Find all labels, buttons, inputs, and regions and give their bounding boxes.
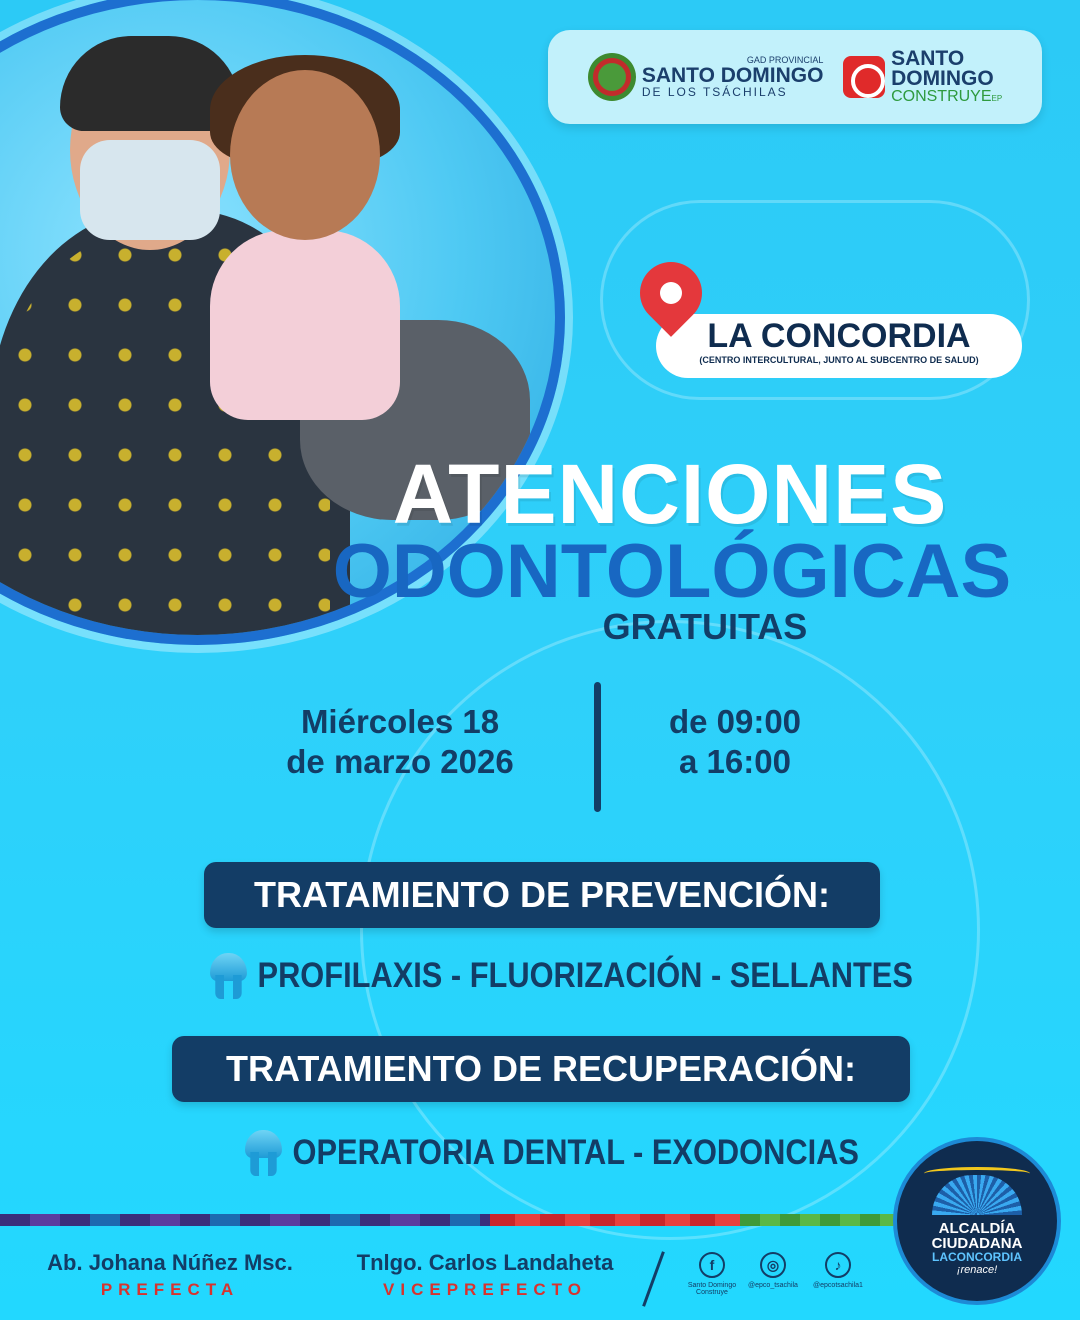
headline-line3: GRATUITAS	[602, 606, 808, 647]
tooth-icon	[245, 1130, 282, 1176]
fan-logo-icon	[932, 1175, 1022, 1215]
event-time: de 09:00 a 16:00	[668, 703, 802, 780]
prevention-list: PROFILAXIS - FLUORIZACIÓN - SELLANTES	[210, 953, 913, 999]
instagram-link[interactable]: ◎ @epco_tsachila	[733, 1252, 813, 1289]
sponsor-logos	[548, 30, 1042, 124]
location-title: LA CONCORDIA	[707, 317, 971, 355]
alcaldia-badge: ALCALDÍA CIUDADANA LACONCORDIA ¡renace!	[893, 1137, 1061, 1305]
child-figure	[210, 230, 400, 420]
construye-icon	[843, 56, 885, 98]
schedule-divider	[594, 682, 601, 812]
location-subtitle: (CENTRO INTERCULTURAL, JUNTO AL SUBCENTRO DE SALUD)	[699, 355, 979, 366]
provincial-seal-icon	[588, 53, 636, 101]
headline-line2: ODONTOLÓGICAS	[332, 529, 1012, 614]
recovery-list: OPERATORIA DENTAL - EXODONCIAS	[245, 1130, 859, 1176]
face-mask	[80, 140, 220, 240]
headline-line1: ATENCIONES	[392, 447, 948, 541]
instagram-icon: ◎	[760, 1252, 786, 1278]
facebook-icon: f	[699, 1252, 725, 1278]
construye-logo: SANTO DOMINGO CONSTRUYEEP	[843, 49, 1002, 104]
tiktok-icon: ♪	[825, 1252, 851, 1278]
recovery-heading: TRATAMIENTO DE RECUPERACIÓN:	[172, 1036, 910, 1102]
provincial-logo: GAD PROVINCIAL SANTO DOMINGO DE LOS TSÁCHILAS	[588, 53, 824, 101]
facebook-link[interactable]: f Santo Domingo Construye	[672, 1252, 752, 1296]
tiktok-link[interactable]: ♪ @epcotsachila1	[798, 1252, 878, 1289]
footer-divider	[642, 1251, 665, 1307]
prevention-heading: TRATAMIENTO DE PREVENCIÓN:	[204, 862, 880, 928]
signatory-prefecta: Ab. Johana Núñez Msc. PREFECTA	[47, 1250, 293, 1299]
tooth-icon	[210, 953, 247, 999]
event-date: Miércoles 18 de marzo 2026	[286, 703, 514, 780]
location-label	[656, 314, 1022, 378]
signatory-viceprefecto: Tnlgo. Carlos Landaheta VICEPREFECTO	[356, 1250, 614, 1299]
